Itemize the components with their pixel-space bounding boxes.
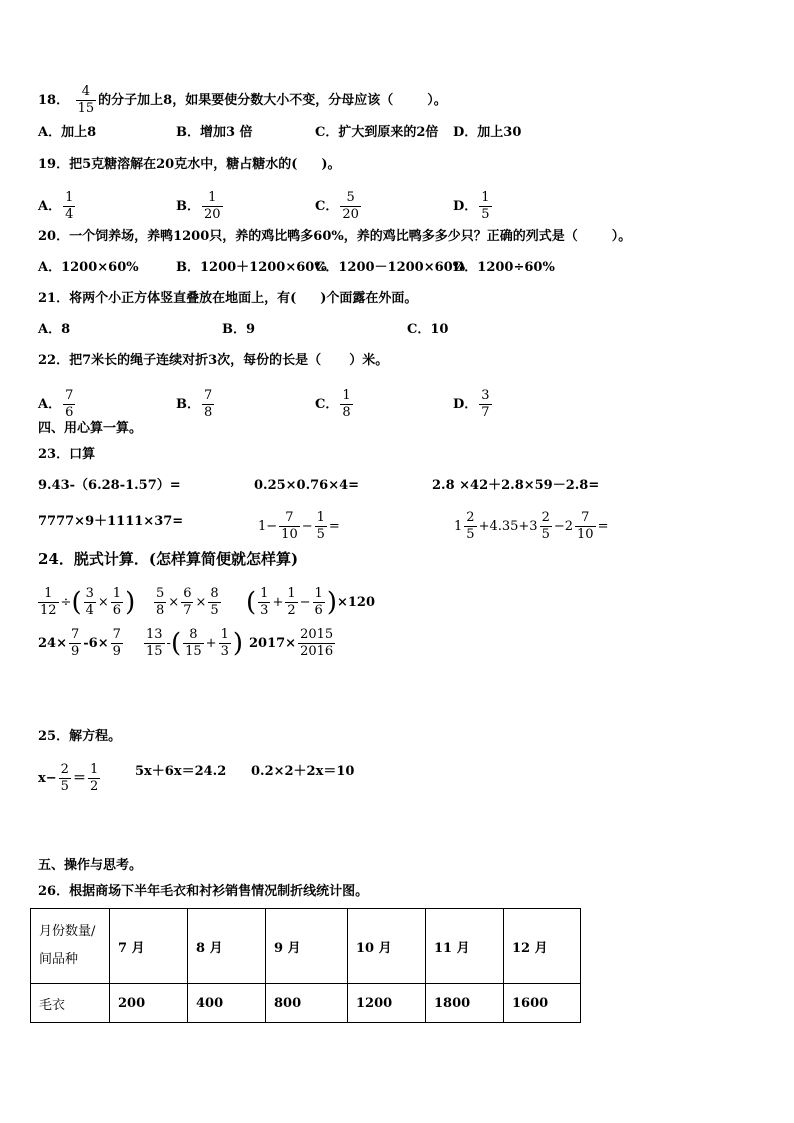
q25-eq-3: 0.2×2＋2x＝10 [251,764,355,779]
q19-b-num: 1 [202,190,223,207]
q24-x3-op: + [272,595,284,610]
q25-e1-eq: ＝ [72,771,86,786]
q24-x2-f1-den: 8 [156,603,165,618]
q22-c-fraction [340,388,352,421]
q24-x3-f1-num: 1 [260,586,269,601]
q24-x1-f2-num: 3 [85,586,94,601]
q24-x5-f3-num: 1 [220,627,229,642]
q22-d-fraction [479,388,491,421]
q24-title: 24．脱式计算．(怎样算简便就怎样算) [38,550,299,568]
q22-option-d[interactable] [453,388,494,421]
q24-x4-f1-num: 7 [70,627,80,642]
q19-text: 19．把5克糖溶解在20克水中，糖占糖水的( [38,157,298,172]
q24-x4-frac1 [69,627,81,660]
q23-e5-f2-den: 5 [316,527,325,542]
q19-tail: )。 [321,157,341,172]
q24-x3-f1-den: 3 [260,603,269,618]
q18-text: 的分子加上8，如果要使分数大小不变，分母应该（ [98,93,394,108]
q25-e1-frac2 [88,762,100,795]
q24-x2-frac3 [208,586,220,619]
q21-option-b[interactable]: B．9 [222,322,256,337]
q24-x3-frac3 [313,586,325,619]
q24-x1-frac2 [84,586,96,619]
q23-expr-2: 0.25×0.76×4= [254,478,360,493]
q24-x3-f3-den: 6 [314,603,323,618]
table-header-month: 11 月 [426,909,504,984]
q18-frac-num: 4 [76,84,97,101]
q24-x5-frac3 [219,627,231,660]
q25-e1-frac1 [59,762,71,795]
header-label-line2: 间品种 [39,952,79,967]
q24-expr-6 [249,627,337,660]
q19-a-fraction [63,190,75,223]
table-cell: 200 [110,984,188,1023]
table-header-corner [31,909,110,984]
q24-x4-f2-num: 7 [112,627,121,642]
q24-x3-end: ×120 [336,595,375,610]
q22-option-b[interactable] [176,388,216,421]
q23-expr-5 [258,510,340,543]
q24-x1-f1-den: 12 [40,603,57,618]
q22-text: 22．把7米长的绳子连续对折3次，每份的长是（ [38,353,322,368]
q24-expr-5: $\frac{13}{15}$ -( $\frac{8}{15}$ + $\frac{1}{3}$ ) [146,627,243,659]
q25-eq-2: 5x＋6x＝24.2 [135,764,227,779]
q23-title: 23．口算 [38,447,96,462]
table-cell: 400 [188,984,266,1023]
q24-x6-start: 2017× [249,636,297,651]
q24-x3-op2: − [299,595,311,610]
q19-d-num: 1 [481,190,490,205]
q24-x5-f1-den: 15 [146,644,163,659]
q23-e5-frac2 [315,510,327,543]
q24-x6-frac [298,627,335,660]
q19-c-den: 20 [342,207,359,222]
q24-x1-f1-num: 1 [38,586,59,603]
q20-tail: ）。 [611,229,632,244]
q23-e6-mid2: −2 [553,519,574,534]
q20-option-c[interactable]: C．1200－1200×60% [315,260,466,275]
q19-option-d[interactable] [453,190,494,223]
q24-x2-op2: × [195,595,207,610]
q22-a-den: 6 [65,405,74,420]
q22-d-label: D． [453,397,478,412]
q24-x1-frac1 [38,586,59,619]
q22-b-fraction [202,388,214,421]
q24-x1-frac3 [111,586,123,619]
q18-stem [38,84,447,117]
table-cell: 1200 [348,984,426,1023]
q24-x2-f2-num: 6 [183,586,192,601]
q24-x4-start: 24× [38,636,67,651]
q20-stem [38,227,631,247]
q22-d-den: 7 [481,405,490,420]
table-header-month: 10 月 [348,909,426,984]
table-header-month: 8 月 [188,909,266,984]
q24-expr-1: $\frac{1}{12}$ ÷( $\frac{3}{4}$ × $\frac{1}{6}$ ) [40,586,136,618]
q19-c-fraction [340,190,361,223]
q25-e1-f1-num: 2 [60,762,69,777]
q24-x3-f2-den: 2 [287,603,296,618]
q24-x5-f2-den: 15 [185,644,202,659]
q20-text: 20．一个饲养场，养鸭1200只，养的鸡比鸭多60%，养的鸡比鸭多多少只？正确的列式是（ [38,229,578,244]
q18-option-d[interactable]: D．加上30 [453,125,522,140]
q24-x2-f3-den: 5 [210,603,219,618]
q24-x4-mid: -6× [83,636,109,651]
sales-table [30,908,581,1023]
q21-stem [38,289,417,309]
q25-e1-start: x− [38,771,57,786]
q23-e6-f2-den: 5 [541,527,550,542]
q23-expr-3: 2.8 ×42＋2.8×59－2.8= [432,478,600,493]
q22-tail: ）米。 [349,353,389,368]
q24-x2-f1-num: 5 [156,586,165,601]
q23-e5-f1-num: 7 [279,510,300,527]
q22-a-label: A． [38,397,62,412]
q20-option-b[interactable]: B．1200＋1200×60% [176,260,327,275]
q24-x2-f2-den: 7 [183,603,192,618]
table-cell: 1800 [426,984,504,1023]
q18-tail: ）。 [427,93,447,108]
q18-frac-den: 15 [77,101,95,116]
q23-e5-end: = [328,519,340,534]
q24-x1-op2: × [97,595,109,610]
q22-d-num: 3 [481,388,490,403]
q19-stem [38,155,341,175]
q22-a-fraction [63,388,75,421]
section-5-title: 五、操作与思考。 [38,858,143,873]
q24-x5-f2-num: 8 [183,627,204,644]
q25-eq-1 [38,762,102,795]
q24-expr-3: ( $\frac{1}{3}$ + $\frac{1}{2}$ − $\frac{1}{6}$ )×120 [246,586,375,618]
q24-x5-op: + [205,636,217,651]
q19-d-den: 5 [481,207,490,222]
q19-option-c[interactable] [315,190,363,223]
q21-option-a[interactable]: A．8 [38,322,71,337]
q18-option-a[interactable]: A．加上8 [38,125,97,140]
q21-option-c[interactable]: C．10 [407,322,449,337]
q24-x1-f2-den: 4 [85,603,94,618]
q23-expr-6 [454,510,608,543]
q21-tail: )个面露在外面。 [320,291,418,306]
q24-x1-f3-num: 1 [112,586,122,601]
q24-x2-frac1 [154,586,166,619]
q23-e6-f3-den: 10 [577,527,594,542]
q19-c-label: C． [315,199,339,214]
q22-b-label: B． [176,397,200,412]
q24-x1-op: ÷ [60,595,72,610]
q25-e1-f1-den: 5 [60,779,69,794]
table-header-month: 12 月 [504,909,581,984]
q19-a-label: A． [38,199,62,214]
q18-fraction [76,84,97,117]
q23-expr-4: 7777×9＋1111×37= [38,514,184,529]
q24-x5-f3-den: 3 [220,644,229,659]
q18-number: 18． [38,93,70,108]
q24-x5-frac1 [144,627,165,660]
q20-option-a[interactable]: A．1200×60% [38,260,139,275]
q22-c-den: 8 [342,405,351,420]
q23-e5-frac1 [279,510,300,543]
q19-d-fraction [479,190,491,223]
q24-x1-f3-den: 6 [112,603,122,618]
q24-x4-frac2 [111,627,123,660]
table-header-month: 9 月 [266,909,348,984]
q23-e5-minus: − [301,519,313,534]
q19-option-b[interactable] [176,190,225,223]
q22-b-num: 7 [204,388,213,403]
q23-expr-1: 9.43-（6.28-1.57）= [38,478,181,493]
q19-d-label: D． [453,199,478,214]
q23-e6-frac2 [540,510,552,543]
q23-e6-f1-den: 5 [466,527,475,542]
q23-e6-mid1: +4.35+3 [478,519,538,534]
table-header-month: 7 月 [110,909,188,984]
q23-e5-f2-num: 1 [316,510,325,525]
q24-x4-f1-den: 9 [70,644,80,659]
q19-a-num: 1 [65,190,74,205]
table-cell: 800 [266,984,348,1023]
q19-b-label: B． [176,199,200,214]
q24-x5-frac2 [183,627,204,660]
q23-e6-whole1: 1 [454,519,463,534]
q20-option-d[interactable]: D．1200÷60% [453,260,555,275]
q23-e6-f2-num: 2 [541,510,550,525]
q24-x3-f3-num: 1 [314,586,323,601]
q21-text: 21．将两个小正方体竖直叠放在地面上，有( [38,291,297,306]
q19-c-num: 5 [340,190,361,207]
table-header-row [31,909,581,984]
q23-e5-f1-den: 10 [281,527,298,542]
q24-x5-f1-num: 13 [146,627,163,642]
q23-e6-f1-num: 2 [466,510,475,525]
q25-e1-f2-den: 2 [89,779,99,794]
q24-expr-4 [38,627,125,660]
section-4-title: 四、用心算一算。 [38,421,143,436]
q23-e6-frac1 [464,510,476,543]
q24-expr-2 [152,586,223,619]
q22-c-label: C． [315,397,339,412]
q24-x4-f2-den: 9 [112,644,121,659]
q25-e1-f2-num: 1 [89,762,99,777]
q19-b-fraction [202,190,223,223]
q22-a-num: 7 [65,388,74,403]
q23-e6-end: = [597,519,609,534]
q24-x2-frac2 [181,586,193,619]
q25-title: 25．解方程。 [38,729,122,744]
q24-x3-f2-num: 1 [287,586,296,601]
table-row [31,984,581,1023]
q18-option-b[interactable]: B．增加3 倍 [176,125,253,140]
table-cell: 1600 [504,984,581,1023]
q24-x3-frac2 [285,586,297,619]
q26-title: 26．根据商场下半年毛衣和衬衫销售情况制折线统计图。 [38,884,369,899]
q22-c-num: 1 [342,388,351,403]
q19-b-den: 20 [204,207,221,222]
q19-option-a[interactable] [38,190,77,223]
table-row-label: 毛衣 [31,984,110,1023]
q24-x3-frac1 [258,586,270,619]
q24-x6-num: 2015 [300,627,334,642]
q23-e5-start: 1− [258,519,278,534]
header-label-line1: 月份数量/ [39,924,96,939]
q22-option-a[interactable] [38,388,77,421]
q23-e6-frac3 [575,510,596,543]
q18-option-c[interactable]: C．扩大到原来的2倍 [315,125,439,140]
q24-x5-mid: - [166,636,171,651]
q19-a-den: 4 [65,207,74,222]
q24-x6-den: 2016 [300,644,334,659]
q22-b-den: 8 [204,405,213,420]
q22-stem [38,351,388,371]
q24-x2-f3-num: 8 [210,586,219,601]
q23-e6-f3-num: 7 [575,510,596,527]
q24-x2-op: × [168,595,180,610]
q22-option-c[interactable] [315,388,355,421]
